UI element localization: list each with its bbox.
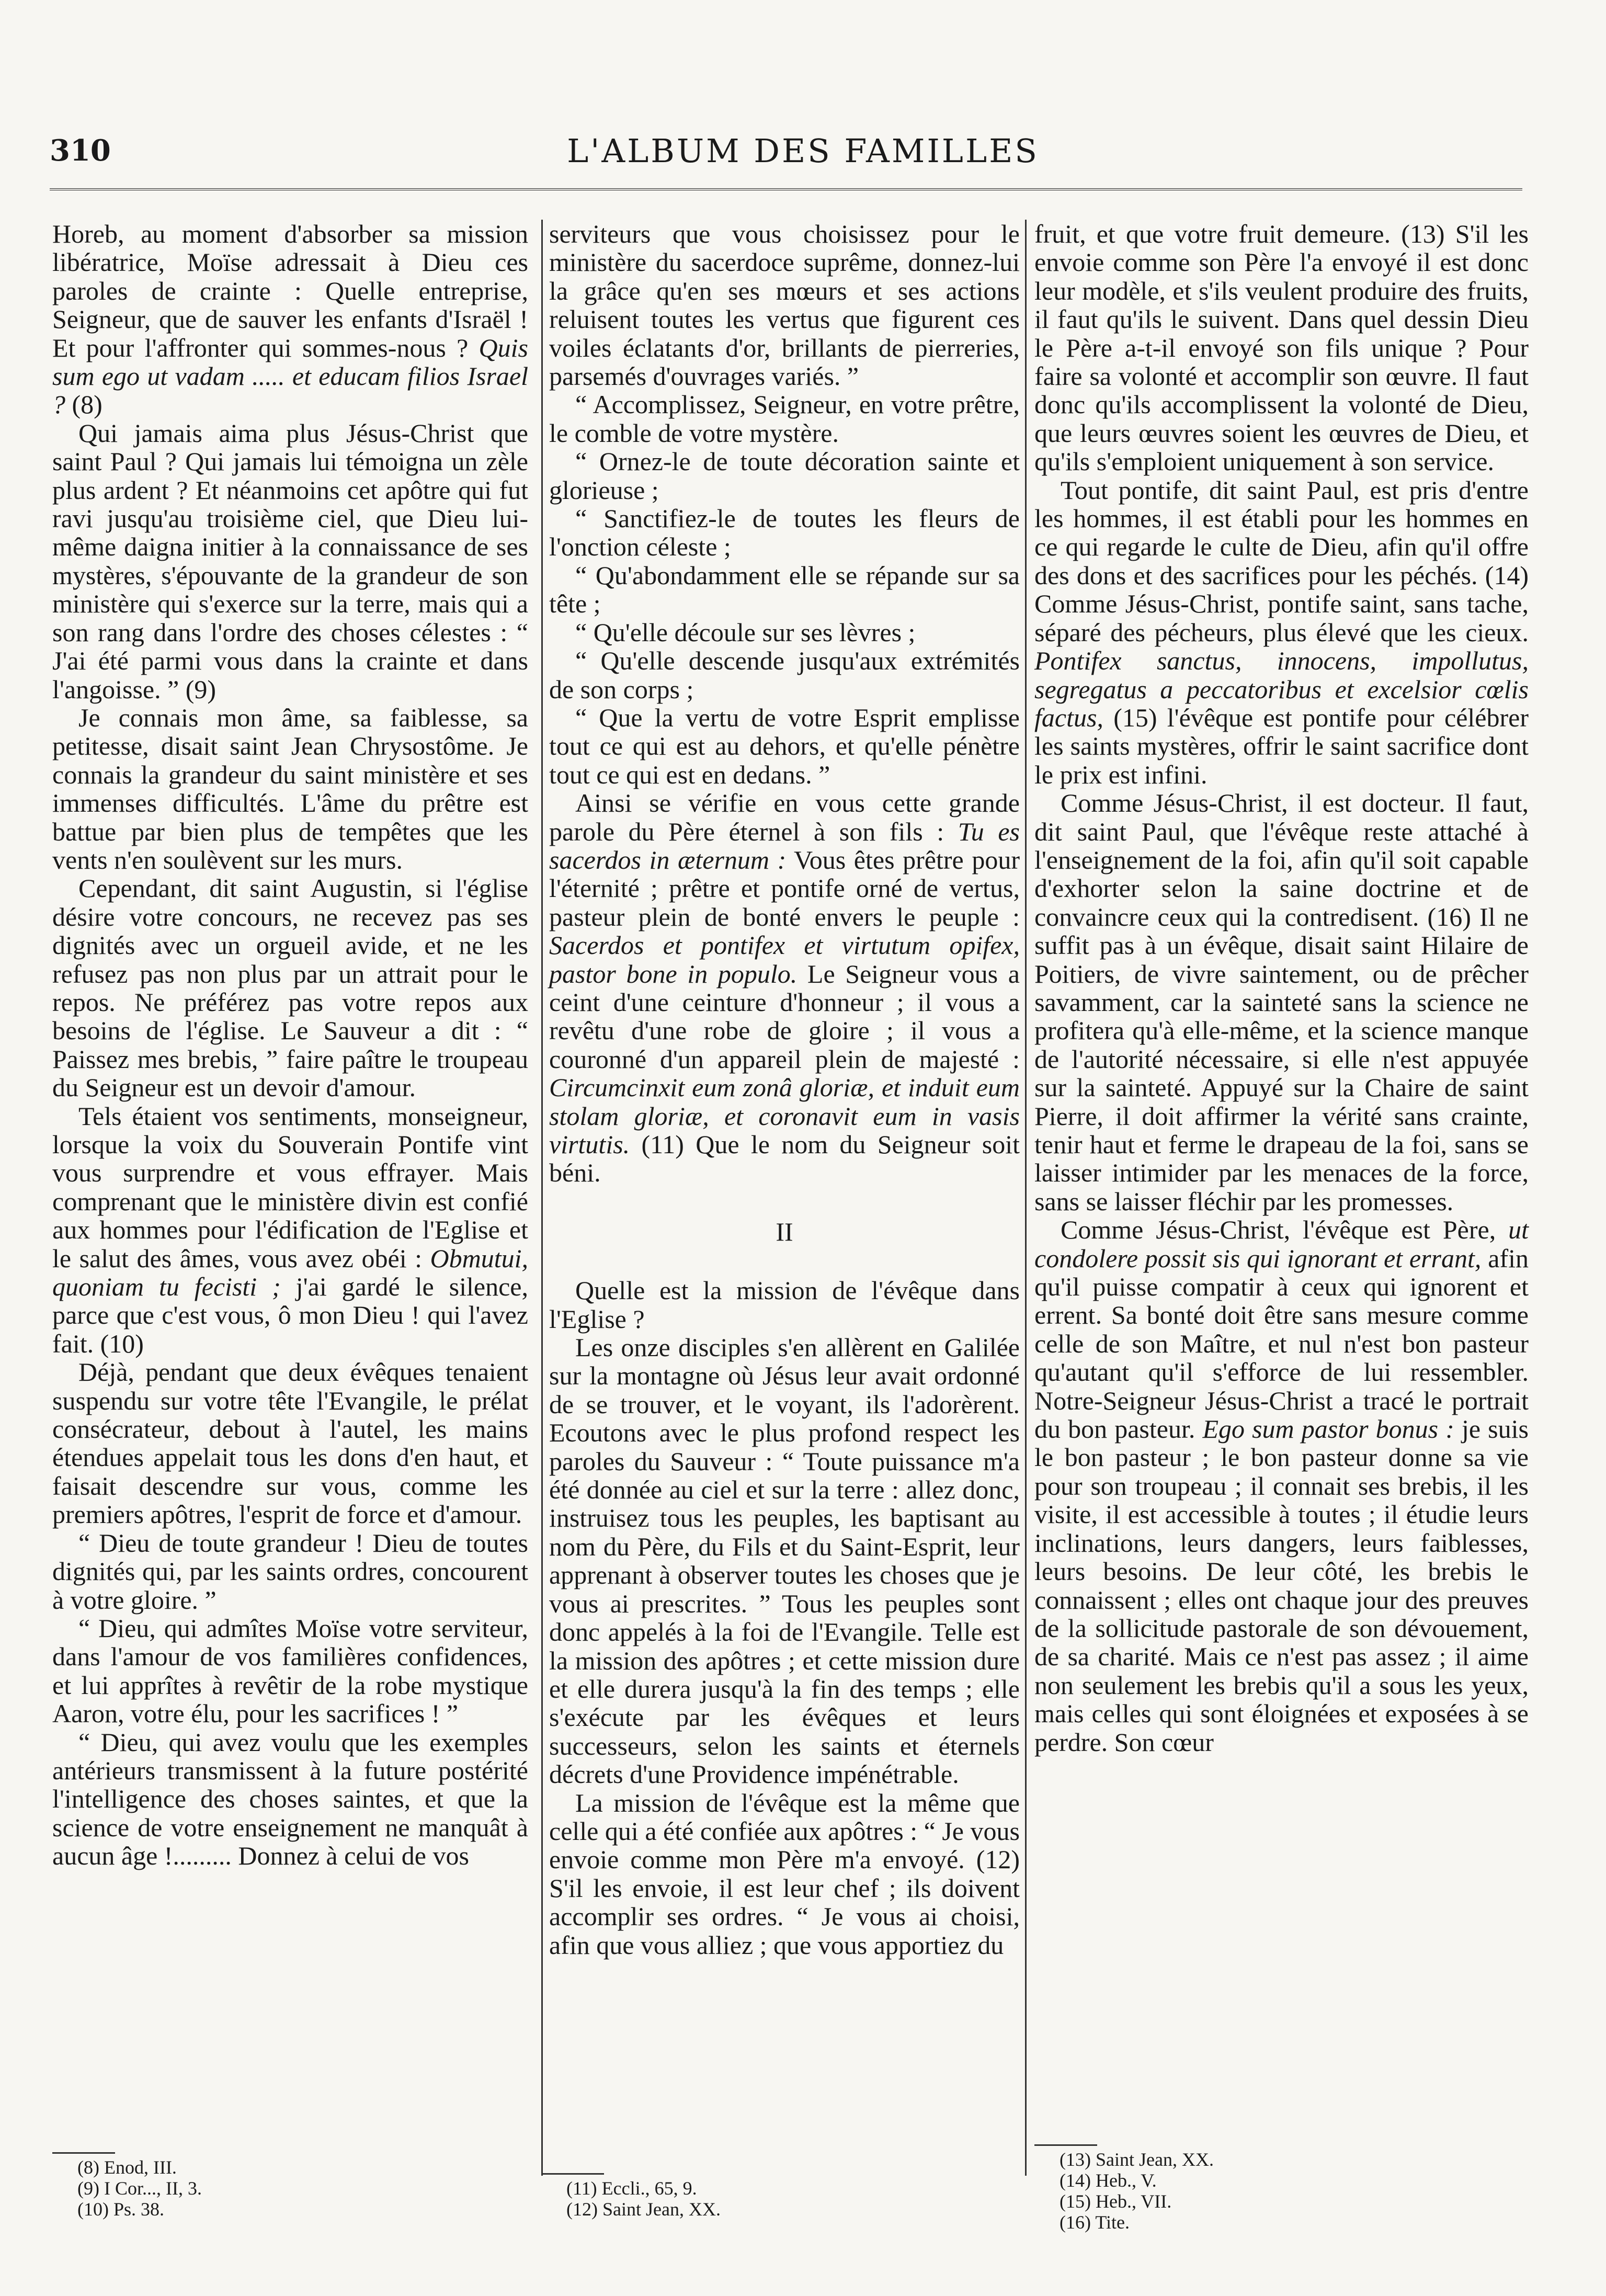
- paragraph: “ Ornez-le de toute décoration sainte et glorieuse ;: [549, 447, 1020, 505]
- paragraph: “ Que la vertu de votre Esprit emplisse tout ce qui est au dehors, et qu'elle pénètre tout ce qui est en dedans. ”: [549, 702, 1020, 789]
- paragraph: “ Qu'abondamment elle se répande sur sa tête ;: [549, 560, 1020, 619]
- page-number: 310: [50, 133, 111, 168]
- footnote: (9) I Cor..., II, 3.: [77, 2178, 202, 2199]
- paragraph: “ Sanctifiez-le de toutes les fleurs de l'onction céleste ;: [549, 504, 1020, 562]
- header-rule: [50, 188, 1522, 190]
- footnote: (13) Saint Jean, XX.: [1060, 2149, 1214, 2170]
- paragraph: Déjà, pendant que deux évêques tenaient suspendu sur votre tête l'Evangile, le prélat consécrateur, debout à l'autel, les mains étendues appelait tous les dons d'en haut, et faisait descendre sur vous, comme les premiers apôtres, l'esprit de force et d'amour.: [52, 1357, 528, 1529]
- footnote: (16) Tite.: [1060, 2212, 1130, 2233]
- paragraph: Les onze disciples s'en allèrent en Galilée sur la montagne où Jésus leur avait ordonné de se trouver, et le voyant, ils l'adorèrent. Ecoutons avec le plus profond respect les paroles du Sauveur : “ Toute puissance m'a été donnée au ciel et sur la terre : allez donc, instruisez tous les peuples, les baptisant au nom du Père, du Fils et du Saint-Esprit, leur apprenant à observer toutes les choses que je vous ai prescrites. ” Tous les peuples sont donc appelés à la foi de l'Evangile. Telle est la mission des apôtres ; et cette mission dure et elle durera jusqu'à la fin des temps ; elle s'exécute par les évêques et leurs successeurs, selon les saints et éternels décrets d'une Providence impénétrable.: [549, 1333, 1020, 1789]
- section-heading: II: [776, 1217, 793, 1246]
- running-title: L'ALBUM DES FAMILLES: [567, 132, 1039, 170]
- paragraph: “ Dieu, qui admîtes Moïse votre serviteur, dans l'amour de vos familières confidences, et lui apprîtes à revêtir de la robe mystique Aaron, votre élu, pour les sacrifices ! ”: [52, 1613, 528, 1729]
- paragraph: La mission de l'évêque est la même que celle qui a été confiée aux apôtres : “ Je vous envoie comme mon Père m'a envoyé. (12) S'il les envoie, il est leur chef ; ils doivent accomplir ses ordres. “ Je vous ai choisi, afin que vous alliez ; que vous apportiez du: [549, 1788, 1020, 1960]
- text-column-2: [549, 220, 1020, 1959]
- column-rule: [1025, 220, 1027, 2176]
- paragraph: Horeb, au moment d'absorber sa mission libératrice, Moïse adressait à Dieu ces paroles de crainte : Quelle entreprise, Seigneur, que de sauver les enfants d'Israël ! Et pour l'affronter qui sommes-nous ? Quis sum ego ut vadam ..... et educam filios Israel ? (8): [52, 219, 528, 419]
- footnote-rule: [1034, 2144, 1097, 2146]
- paragraph: “ Qu'elle découle sur ses lèvres ;: [575, 617, 916, 647]
- footnote: (12) Saint Jean, XX.: [566, 2199, 721, 2220]
- paragraph: “ Dieu de toute grandeur ! Dieu de toutes dignités qui, par les saints ordres, concourent à votre gloire. ”: [52, 1528, 528, 1615]
- footnote: (14) Heb., V.: [1060, 2170, 1157, 2191]
- text-column-1: [52, 220, 528, 1870]
- paragraph: Comme Jésus-Christ, il est docteur. Il faut, dit saint Paul, que l'évêque reste attaché à l'enseignement de la foi, afin qu'il soit capable d'exhorter selon la saine doctrine et de convaincre ceux qui la contredisent. (16) Il ne suffit pas à un évêque, disait saint Hilaire de Poitiers, de vivre saintement, ou de prêcher savamment, car la sainteté sans la science ne profitera qu'à elle-même, et la science manque de l'autorité nécessaire, si elle n'est appuyée sur la sainteté. Appuyé sur la Chaire de saint Pierre, il doit affirmer la vérité sans crainte, tenir haut et ferme le drapeau de la foi, sans se laisser intimider par les menaces de la force, sans se laisser fléchir par les promesses.: [1034, 788, 1529, 1216]
- footnotes-column-2: [541, 2173, 960, 2220]
- paragraph: Quelle est la mission de l'évêque dans l'Eglise ?: [549, 1276, 1020, 1334]
- paragraph: Cependant, dit saint Augustin, si l'église désire votre concours, ne recevez pas ses dignités avec un orgueil avide, et ne les refusez pas non plus par un attrait pour le repos. Ne préférez pas votre repos aux besoins de l'église. Le Sauveur a dit : “ Paissez mes brebis, ” faire paître le troupeau du Seigneur est un devoir d'amour.: [52, 873, 528, 1102]
- footnote: (10) Ps. 38.: [77, 2199, 165, 2220]
- footnote-rule: [52, 2152, 115, 2154]
- paragraph: Tout pontife, dit saint Paul, est pris d'entre les hommes, il est établi pour les hommes en ce qui regarde le culte de Dieu, afin qu'il offre des dons et des sacrifices pour les péchés. (14) Comme Jésus-Christ, pontife saint, sans tache, séparé des pécheurs, plus élevé que les cieux. Pontifex sanctus, innocens, impollutus, segregatus a peccatoribus et excelsior cœlis factus, (15) l'évêque est pontife pour célébrer les saints mystères, offrir le saint sacrifice dont le prix est infini.: [1034, 475, 1529, 789]
- footnote: (15) Heb., VII.: [1060, 2191, 1172, 2212]
- text-column-3: [1034, 220, 1529, 1756]
- paragraph: “ Qu'elle descende jusqu'aux extrémités de son corps ;: [549, 646, 1020, 704]
- paragraph: Comme Jésus-Christ, l'évêque est Père, ut condolere possit sis qui ignorant et errant, afin qu'il puisse compatir à ceux qui ignorent et errent. Sa bonté doit être sans mesure comme celle de son Maître, et nul n'est bon pasteur qu'autant qu'il s'efforce de lui ressembler. Notre-Seigneur Jésus-Christ a tracé le portrait du bon pasteur. Ego sum pastor bonus : je suis le bon pasteur ; le bon pasteur donne sa vie pour son troupeau ; il connait ses brebis, il les visite, il est accessible à toutes ; il étudie leurs inclinations, leurs dangers, leurs faiblesses, leurs besoins. De leur côté, les brebis le connaissent ; elles ont chaque jour des preuves de la sollicitude pastorale de son dévouement, de sa charité. Mais ce n'est pas assez ; il aime non seulement les brebis qu'il a sous les yeux, mais celles qui sont éloignées et exposées à se perdre. Son cœur: [1034, 1215, 1529, 1757]
- paragraph: fruit, et que votre fruit demeure. (13) S'il les envoie comme son Père l'a envoyé il est donc leur modèle, et s'ils veulent produire des fruits, il faut qu'ils le suivent. Dans quel dessin Dieu le Père a-t-il envoyé son fils unique ? Pour faire sa volonté et accomplir son œuvre. Il faut donc qu'ils accomplissent la volonté de Dieu, que leurs œuvres soient les œuvres de Dieu, et qu'ils s'emploient uniquement à son service.: [1034, 219, 1529, 476]
- footnote-rule: [541, 2173, 604, 2175]
- footnote: (8) Enod, III.: [77, 2157, 177, 2178]
- footnotes-column-1: [52, 2152, 471, 2220]
- footnotes-column-3: [1034, 2144, 1453, 2233]
- paragraph: serviteurs que vous choisissez pour le ministère du sacerdoce suprême, donnez-lui la grâce qu'en ses mœurs et ses actions reluisent toutes les vertus que figurent ces voiles éclatants d'or, brillants de pierreries, parsemés d'ouvrages variés. ”: [549, 219, 1020, 391]
- paragraph: Qui jamais aima plus Jésus-Christ que saint Paul ? Qui jamais lui témoigna un zèle plus ardent ? Et néanmoins cet apôtre qui fut ravi jusqu'au troisième ciel, que Dieu lui-même daigna initier à la connaissance de ses mystères, s'épouvante de la grandeur de son ministère qui s'exerce sur la terre, mais qui a son rang dans l'ordre des choses célestes : “ J'ai été parmi vous dans la crainte et dans l'angoisse. ” (9): [52, 418, 528, 704]
- paragraph: “ Dieu, qui avez voulu que les exemples antérieurs transmissent à la future postérité l'intelligence des choses saintes, et que la science de votre enseignement ne manquât à aucun âge !......... Donnez à celui de vos: [52, 1727, 528, 1871]
- paragraph: Je connais mon âme, sa faiblesse, sa petitesse, disait saint Jean Chrysostôme. Je connais la grandeur du saint ministère et ses immenses difficultés. L'âme du prêtre est battue par bien plus de tempêtes que les vents n'en soulèvent sur les murs.: [52, 702, 528, 874]
- paragraph: “ Accomplissez, Seigneur, en votre prêtre, le comble de votre mystère.: [549, 390, 1020, 448]
- paragraph: Ainsi se vérifie en vous cette grande parole du Père éternel à son fils : Tu es sacerdos in æternum : Vous êtes prêtre pour l'éternité ; prêtre et pontife orné de vertus, pasteur plein de bonté envers le peuple : Sacerdos et pontifex et virtutum opifex, pastor bone in populo. Le Seigneur vous a ceint d'une ceinture d'honneur ; il vous a revêtu d'une robe de gloire ; il vous a couronné d'un appareil plein de majesté : Circumcinxit eum zonâ gloriæ, et induit eum stolam gloriæ, et coronavit eum in vasis virtutis. (11) Que le nom du Seigneur soit béni.: [549, 788, 1020, 1188]
- footnote: (11) Eccli., 65, 9.: [566, 2178, 697, 2199]
- column-rule: [541, 220, 543, 2176]
- paragraph: Tels étaient vos sentiments, monseigneur, lorsque la voix du Souverain Pontife vint vous surprendre et vous effrayer. Mais comprenant que le ministère divin est confié aux hommes pour l'édification de l'Eglise et le salut des âmes, vous avez obéi : Obmutui, quoniam tu fecisti ; j'ai gardé le silence, parce que c'est vous, ô mon Dieu ! qui l'avez fait. (10): [52, 1101, 529, 1358]
